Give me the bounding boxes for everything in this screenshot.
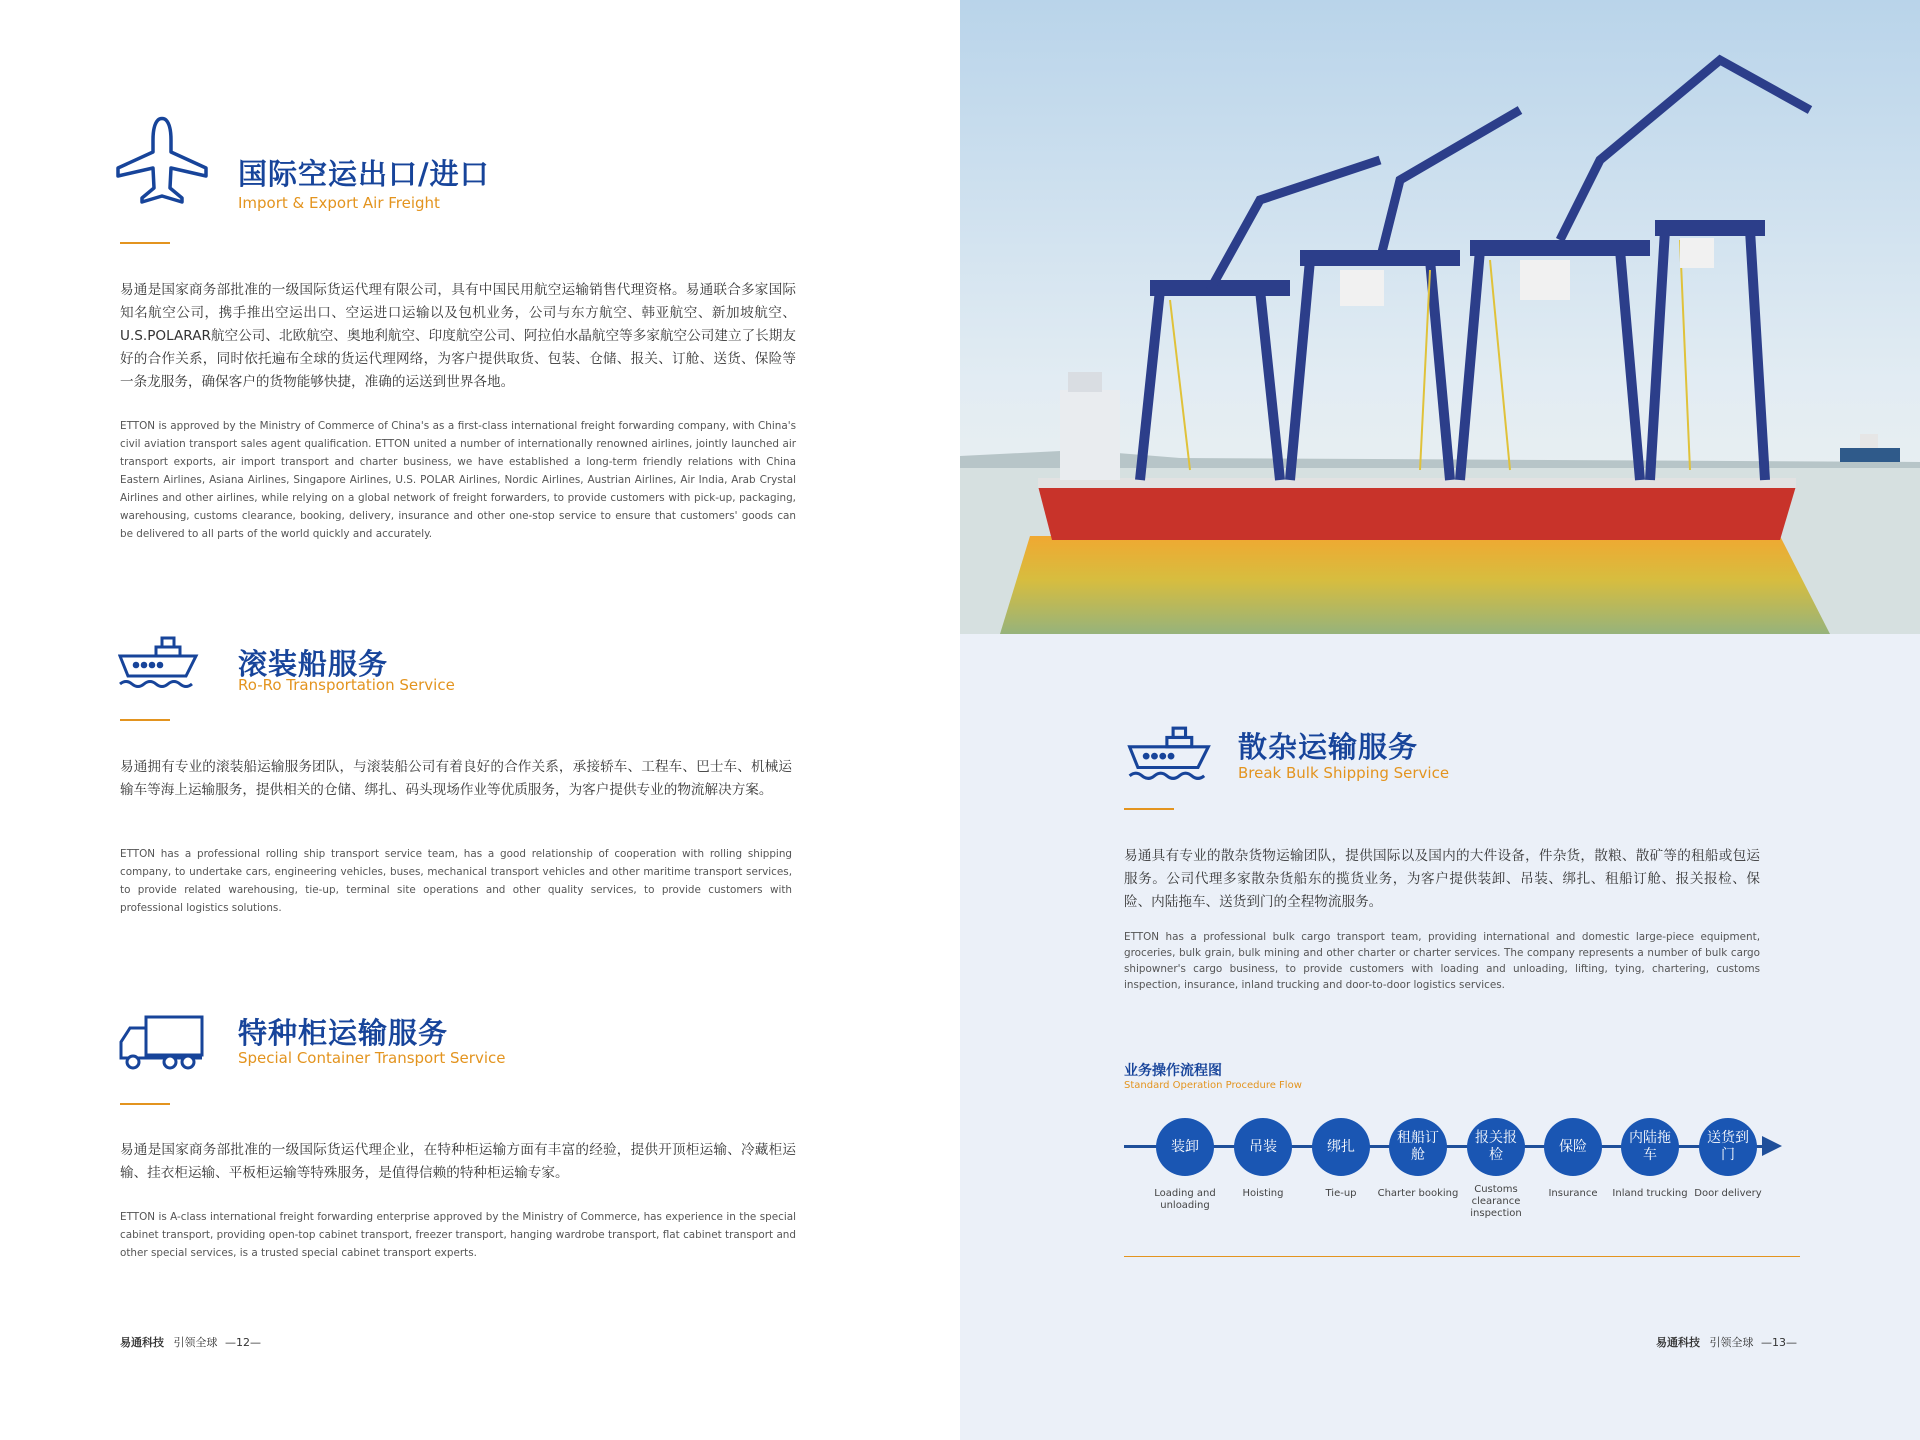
flow-step-label: Customs clearance inspection <box>1470 1184 1522 1219</box>
flow-step-label: Insurance <box>1548 1188 1598 1199</box>
footer-right <box>1656 1334 1797 1350</box>
flow-step-circle: 内陆拖车 <box>1621 1118 1679 1176</box>
flow-title-zh: 业务操作流程图 <box>1124 1063 1222 1079</box>
right-page <box>960 0 1920 1440</box>
roro-body-zh: 易通拥有专业的滚装船运输服务团队，与滚装船公司有着良好的合作关系，承接轿车、工程车、巴士车、机械运输车等海上运输服务，提供相关的仓储、绑扎、码头现场作业等优质服务，为客户提供专业的物流解决方案。 <box>120 759 792 798</box>
bulk-title-zh: 散杂运输服务 <box>1238 730 1419 764</box>
flow-step-circle: 保险 <box>1544 1118 1602 1176</box>
flow-step-label: Loading and unloading <box>1154 1188 1216 1211</box>
footer-slogan: 引领全球 <box>173 1336 218 1349</box>
flow-step-label: Door delivery <box>1694 1188 1762 1199</box>
footer-brand: 易通科技 <box>120 1336 164 1349</box>
roro-body-en: ETTON has a professional rolling ship transport service team, has a good relationship of cooperation with rolling shipping company, to undertake cars, engineering vehicles, buses, mechanical transport vehicles and other maritime transport services, to provide related warehousing, tie-up, terminal site operations and other quality services, to provide customers with professional logistics solutions. <box>120 848 792 914</box>
bulk-body-en: ETTON has a professional bulk cargo transport team, providing international and domestic large-piece equipment, groceries, bulk grain, bulk mining and other charter or charter services. The company represents a number of bulk cargo shipowner's cargo business, to provide customers with loading and unloading, lifting, tying, chartering, customs inspection, insurance, inland trucking and door-to-door logistics services. <box>1124 931 1760 991</box>
flow-step-circle: 吊装 <box>1234 1118 1292 1176</box>
container-title-zh: 特种柜运输服务 <box>238 1016 449 1050</box>
roro-title-zh: 滚装船服务 <box>238 647 389 681</box>
air-title-en: Import & Export Air Freight <box>238 194 440 212</box>
flow-step-label: Charter booking <box>1377 1188 1459 1199</box>
container-body-zh: 易通是国家商务部批准的一级国际货运代理企业，在特种柜运输方面有丰富的经验，提供开顶柜运输、冷藏柜运输、挂衣柜运输、平板柜运输等特殊服务，是值得信赖的特种柜运输专家。 <box>120 1142 796 1181</box>
ship-icon <box>118 634 200 694</box>
flow-step-circle: 租船订舱 <box>1389 1118 1447 1176</box>
flow-arrow-icon <box>1762 1136 1782 1156</box>
container-divider <box>120 1103 170 1105</box>
truck-icon <box>118 1014 206 1076</box>
air-body-zh: 易通是国家商务部批准的一级国际货运代理有限公司，具有中国民用航空运输销售代理资格。易通联合多家国际知名航空公司，携手推出空运出口、空运进口运输以及包机业务，公司与东方航空、韩亚航空、新加坡航空、U.S.POLARAR航空公司、北欧航空、奥地利航空、印度航空公司、阿拉伯水晶航空等多家航空公司建立了长期友好的合作关系，同时依托遍布全球的货运代理网络，为客户提供取货、包装、仓储、报关、订舱、送货、保险等一条龙服务，确保客户的货物能够快捷，准确的运送到世界各地。 <box>120 282 796 390</box>
bottom-divider <box>1124 1256 1800 1257</box>
footer-left <box>120 1334 261 1350</box>
flow-step-circle: 装卸 <box>1156 1118 1214 1176</box>
container-title-en: Special Container Transport Service <box>238 1049 506 1067</box>
bulk-divider <box>1124 808 1174 810</box>
flow-step-circle: 送货到门 <box>1699 1118 1757 1176</box>
bulk-body-zh: 易通具有专业的散杂货物运输团队，提供国际以及国内的大件设备，件杂货，散粮、散矿等的租船或包运服务。公司代理多家散杂货船东的揽货业务，为客户提供装卸、吊装、绑扎、租船订舱、报关报检、保险、内陆拖车、送货到门的全程物流服务。 <box>1124 848 1760 910</box>
flow-step-circle: 绑扎 <box>1312 1118 1370 1176</box>
container-body-en: ETTON is A-class international freight forwarding enterprise approved by the Ministry of Commerce, has experience in the special cabinet transport, providing open-top cabinet transport, freezer transport, hanging wardrobe transport, flat cabinet transport and other special services, is a trusted special cabinet transport experts. <box>120 1211 796 1259</box>
air-body-en: ETTON is approved by the Ministry of Commerce of China's as a first-class international freight forwarding company, with China's civil aviation transport sales agent qualification. ETTON united a number of internationally renowned airlines, jointly launched air transport exports, air import transport and charter business, we have established a long-term friendly relations with China Eastern Airlines, Asiana Airlines, Singapore Airlines, U.S. POLAR Airlines, Nordic Airlines, Austrian Airlines, Air India, Arab Crystal Airlines and other airlines, while relying on a global network of freight forwarders, to provide customers with pick-up, packaging, warehousing, customs clearance, booking, delivery, insurance and other one-stop service to ensure that customers' goods can be delivered to all parts of the world quickly and accurately. <box>120 420 796 540</box>
flow-step-circle: 报关报检 <box>1467 1118 1525 1176</box>
bulk-title-en: Break Bulk Shipping Service <box>1238 764 1450 782</box>
ship-icon <box>1122 724 1218 786</box>
footer-slogan: 引领全球 <box>1709 1336 1754 1349</box>
airplane-icon <box>112 116 212 210</box>
air-divider <box>120 242 170 244</box>
flow-step-label: Hoisting <box>1242 1188 1284 1199</box>
roro-title-en: Ro-Ro Transportation Service <box>238 676 455 694</box>
air-title-zh: 国际空运出口/进口 <box>238 157 490 191</box>
flow-step-label: Inland trucking <box>1612 1188 1688 1199</box>
footer-brand: 易通科技 <box>1656 1336 1700 1349</box>
page-number: —12— <box>225 1336 261 1349</box>
roro-divider <box>120 719 170 721</box>
page-number: —13— <box>1761 1336 1797 1349</box>
port-crane-photo <box>960 0 1920 634</box>
flow-title-en: Standard Operation Procedure Flow <box>1124 1080 1302 1091</box>
flow-step-label: Tie-up <box>1325 1188 1357 1199</box>
